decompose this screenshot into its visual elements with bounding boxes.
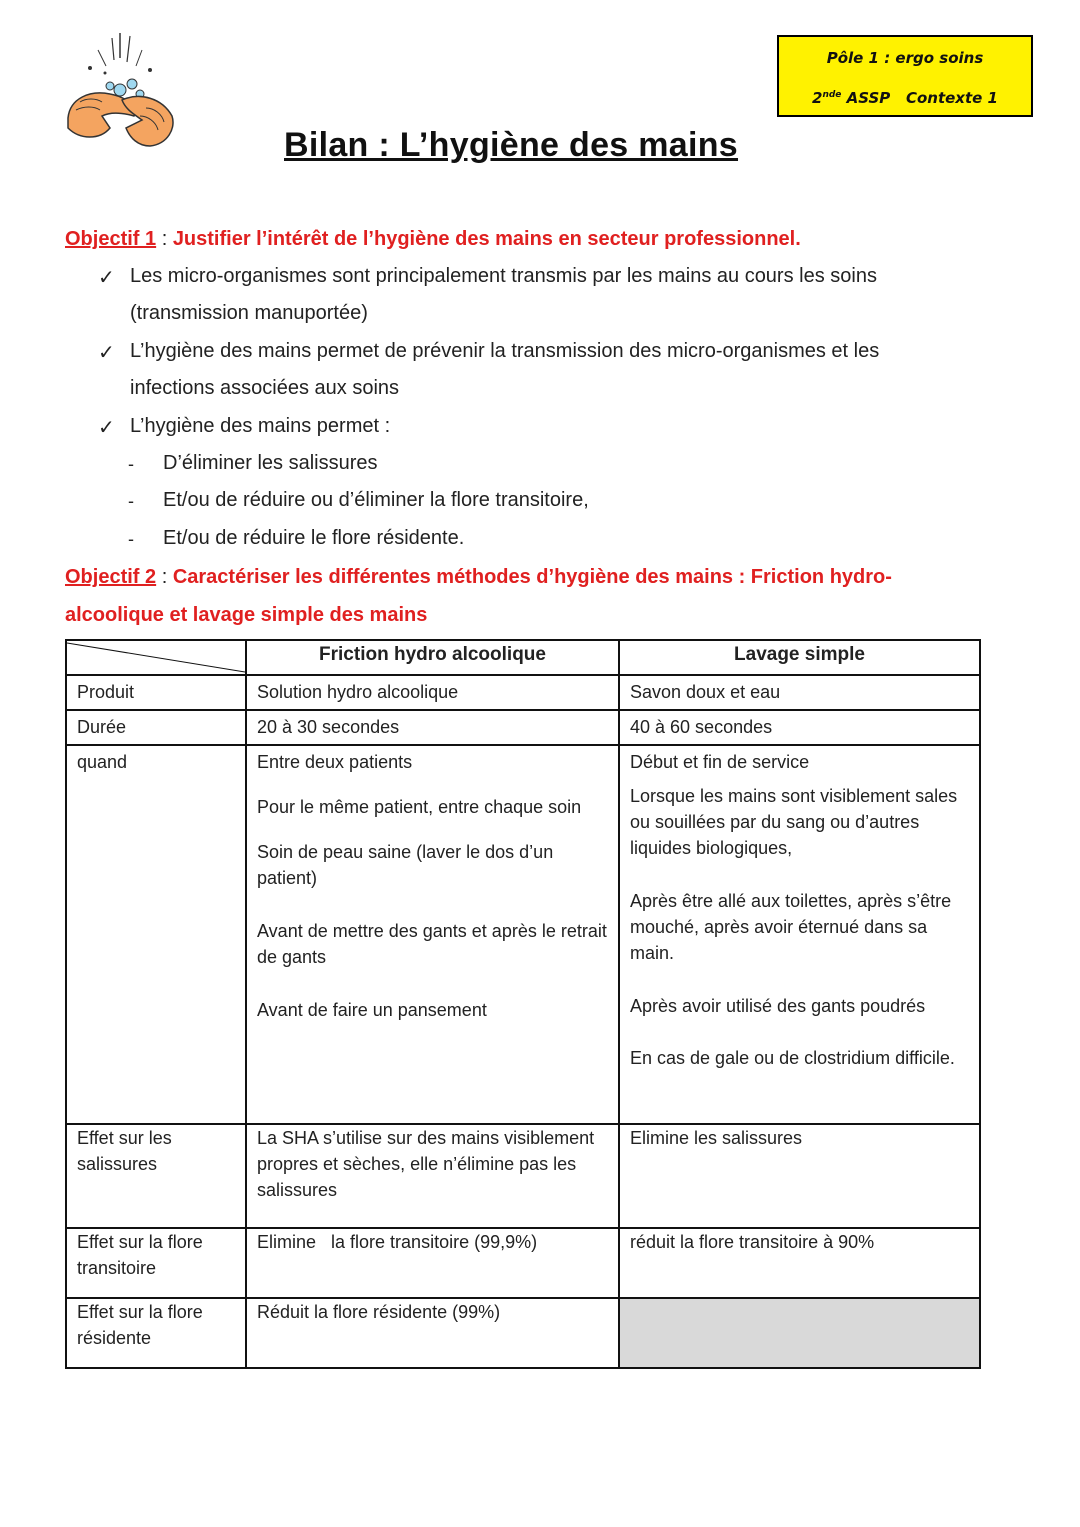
checkmark-icon: ✓ [98, 267, 115, 289]
table-row [66, 1228, 980, 1298]
row-label-salissures: Effet sur les salissures [66, 1124, 246, 1228]
row-label-transitoire: Effet sur la flore transitoire [66, 1228, 246, 1298]
objectif2-heading-line2: alcoolique et lavage simple des mains [65, 604, 428, 626]
cell-residente-lavage-empty [619, 1298, 980, 1368]
table-row [66, 710, 980, 745]
cell-salissures-lavage: Elimine les salissures [619, 1124, 980, 1228]
quand-fha-item: Avant de mettre des gants et après le retrait de gants [257, 921, 607, 967]
badge-line1: Pôle 1 : ergo soins [826, 49, 984, 67]
table-row [66, 1298, 980, 1368]
quand-fha-item: Entre deux patients [257, 752, 413, 772]
level-badge [777, 35, 1033, 117]
row-label-produit: Produit [66, 675, 246, 710]
quand-lavage-item: Après être allé aux toilettes, après s’être mouché, après avoir éternué dans sa main. [630, 891, 952, 963]
checkmark-icon: ✓ [98, 417, 115, 439]
dash-icon: - [128, 454, 134, 474]
quand-lavage-item: Lorsque les mains sont visiblement sales ou souillées par du sang ou d’autres liquides biologiques, [630, 786, 958, 858]
comparison-table [65, 639, 981, 1369]
bullet-2-line2: infections associées aux soins [130, 377, 400, 399]
objectif2-heading: Objectif 2 : Caractériser les différentes méthodes d’hygiène des mains : Friction hydro- [65, 566, 892, 588]
checkmark-icon: ✓ [98, 342, 115, 364]
quand-lavage-item: En cas de gale ou de clostridium difficile. [630, 1048, 955, 1068]
col-header-lavage: Lavage simple [619, 640, 980, 675]
table-row [66, 1124, 980, 1228]
row-label-duree: Durée [66, 710, 246, 745]
dash-icon: - [128, 529, 134, 549]
handwashing-icon [50, 28, 190, 158]
quand-fha-item: Soin de peau saine (laver le dos d’un patient) [257, 842, 554, 888]
page-title: Bilan : L’hygiène des mains [284, 126, 739, 164]
diagonal-line [67, 641, 245, 674]
subitem-2: Et/ou de réduire ou d’éliminer la flore transitoire, [163, 489, 589, 511]
cell-produit-fha: Solution hydro alcoolique [246, 675, 619, 710]
quand-lavage-item: Début et fin de service [630, 752, 810, 772]
row-label-quand: quand [66, 745, 246, 1124]
cell-salissures-fha: La SHA s’utilise sur des mains visiblement propres et sèches, elle n’élimine pas les salissures [246, 1124, 619, 1228]
cell-produit-lavage: Savon doux et eau [619, 675, 980, 710]
bullet-3-line1: L’hygiène des mains permet : [130, 415, 391, 437]
subitem-1: D’éliminer les salissures [163, 452, 378, 474]
objectif1-heading: Objectif 1 : Justifier l’intérêt de l’hygiène des mains en secteur professionnel. [65, 228, 801, 250]
cell-residente-fha: Réduit la flore résidente (99%) [246, 1298, 619, 1368]
badge-line2: 2nde ASSP Contexte 1 [812, 89, 998, 107]
diagonal-header-cell [66, 640, 246, 675]
col-header-fha: Friction hydro alcoolique [246, 640, 619, 675]
dash-icon: - [128, 491, 134, 511]
cell-quand-fha [246, 745, 619, 1124]
cell-transitoire-lavage: réduit la flore transitoire à 90% [619, 1228, 980, 1298]
subitem-3: Et/ou de réduire le flore résidente. [163, 527, 465, 549]
bullet-2-line1: L’hygiène des mains permet de prévenir la transmission des micro-organismes et les [130, 340, 880, 362]
quand-fha-item: Pour le même patient, entre chaque soin [257, 797, 582, 817]
cell-quand-lavage [619, 745, 980, 1124]
cell-duree-fha: 20 à 30 secondes [246, 710, 619, 745]
cell-transitoire-fha: Elimine la flore transitoire (99,9%) [246, 1228, 619, 1298]
cell-duree-lavage: 40 à 60 secondes [619, 710, 980, 745]
quand-lavage-item: Après avoir utilisé des gants poudrés [630, 996, 926, 1016]
bullet-1-line1: Les micro-organismes sont principalement transmis par les mains au cours les soins [130, 265, 877, 287]
table-row [66, 745, 980, 1124]
quand-fha-item: Avant de faire un pansement [257, 1000, 487, 1020]
row-label-residente: Effet sur la flore résidente [66, 1298, 246, 1368]
bullet-1-line2: (transmission manuportée) [130, 302, 368, 324]
table-header-row [66, 640, 980, 675]
table-row [66, 675, 980, 710]
